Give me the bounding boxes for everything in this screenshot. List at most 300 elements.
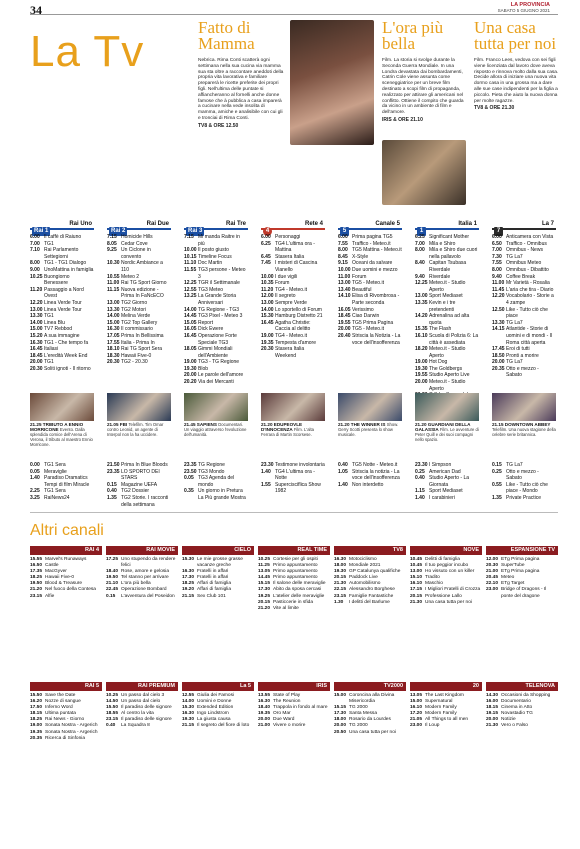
program-title: Vivere o morire: [273, 723, 306, 729]
program-title: Non interdetto: [352, 481, 384, 488]
program-title: Stasera Italia: [275, 253, 305, 260]
program-row: [184, 293, 248, 306]
channel-name: Rai Uno: [69, 221, 92, 227]
program-row: [30, 307, 94, 314]
program-title: Primo appuntamento: [273, 575, 318, 581]
program-row: [107, 241, 171, 248]
program-title: ETg Prima pagina: [501, 557, 540, 562]
program-title: The Flash: [429, 326, 452, 333]
rai2-logo-icon: Rai 2: [111, 228, 126, 234]
program-time: 20.30: [107, 359, 120, 366]
program-title: TG La7: [506, 319, 523, 326]
altri-channel-header: 20: [410, 682, 482, 691]
program-time: 15.30: [182, 705, 195, 711]
program-row: [261, 469, 325, 482]
program-time: 0.25: [492, 468, 502, 475]
feature-title: Una casa tutta per noi: [474, 18, 557, 53]
program-title: TG1 Sera: [44, 462, 66, 468]
program-title: Hawaii Five-0: [45, 575, 75, 581]
program-time: 18.05: [184, 346, 197, 353]
program-row: [492, 267, 556, 274]
program-row: [184, 346, 248, 359]
channel-schedule: [107, 234, 171, 390]
program-time: 13.00: [410, 569, 423, 575]
program-time: 8.00: [338, 247, 348, 254]
altri-channel-block: [334, 682, 406, 842]
program-row: [30, 488, 94, 495]
altri-channel-header: NOVE: [410, 546, 482, 555]
program-row: [107, 274, 171, 281]
program-row: [261, 462, 325, 469]
program-row: [415, 313, 479, 326]
prime-time-text: Documentari. Un viaggio attraverso l'evoluzione dell'umanità.: [184, 422, 247, 437]
program-time: 7.55: [338, 240, 348, 247]
program-row: [492, 260, 556, 267]
program-title: State of Play: [273, 693, 301, 698]
program-time: 15.00: [30, 326, 43, 333]
program-title: TG5 - Meteo.it: [352, 280, 384, 287]
program-time: 18.50: [492, 352, 505, 359]
program-time: 14.45: [258, 575, 271, 581]
program-title: Sport Mediaset: [429, 488, 463, 495]
program-title: Tempi di film Miracle: [44, 481, 90, 488]
program-title: Rose, amore e gelosia: [121, 569, 169, 575]
prime-time-description: [30, 422, 94, 447]
program-time: [30, 482, 44, 489]
program-title: Ultima puntata: [45, 711, 76, 717]
program-time: 1.40: [261, 468, 271, 475]
altri-channel-block: [30, 682, 102, 842]
altri-channel-block: [106, 546, 178, 678]
program-title: TG2 Storie. I racconti della settimana: [121, 494, 169, 508]
program-time: 0.25: [415, 468, 425, 475]
program-time: 0.15: [106, 593, 116, 599]
program-time: 15.05: [184, 319, 197, 326]
prime-time-title: 21.15 DOWNTOWN ABBEY: [492, 422, 551, 427]
late-night-schedule: [30, 462, 94, 508]
program-title: Testimone involontaria: [275, 462, 325, 468]
program-row: [486, 587, 558, 599]
program-time: 15.30: [182, 557, 195, 562]
program-title: SuperTube: [501, 563, 525, 569]
program-title: UnoMattina in famiglia: [44, 266, 94, 273]
program-time: 16.30: [107, 326, 120, 333]
program-time: 19.35: [261, 339, 274, 346]
program-time: 10.45: [410, 563, 423, 569]
program-title: Linea Blu: [44, 319, 65, 326]
late-night-schedule: [415, 462, 479, 508]
program-time: 23.35: [107, 468, 120, 475]
program-title: RaiNews24: [44, 494, 70, 501]
program-time: 17.30: [334, 711, 347, 717]
program-title: TGR il Settimanale: [198, 280, 240, 287]
program-row: [415, 462, 479, 469]
program-time: 7.55: [492, 260, 502, 267]
program-time: 20.00: [415, 379, 428, 386]
program-time: 11.00: [107, 280, 120, 287]
altri-canali-title: [30, 522, 104, 540]
program-row: [184, 247, 248, 254]
program-title: Forum: [275, 280, 290, 287]
program-time: 11.00: [338, 273, 351, 280]
program-title: Modern Family: [425, 711, 457, 717]
program-time: [184, 495, 198, 502]
program-title: Tel stanno per arrivare: [121, 575, 169, 581]
program-row: [261, 287, 325, 294]
program-title: Marvel's Runaways: [45, 557, 87, 562]
altri-channel-header: ESPANSIONE TV: [486, 546, 558, 555]
program-title: Italiasi: [44, 346, 59, 353]
program-row: [30, 359, 94, 366]
program-row: [492, 234, 556, 241]
program-time: 20.30: [30, 365, 43, 372]
program-time: 13.30: [492, 319, 505, 326]
program-title: Oro Mar: [273, 711, 291, 717]
program-row: [184, 260, 248, 267]
program-title: Significant Mother: [429, 234, 470, 240]
program-time: 3.25: [30, 494, 40, 501]
altri-channel-header: TV8: [334, 546, 406, 555]
program-row: [261, 482, 325, 495]
program-title: TG5 - Meteo.it: [352, 326, 384, 333]
program-row: [492, 287, 556, 294]
program-time: 14.00: [261, 306, 274, 313]
program-time: 13.05: [258, 569, 271, 575]
program-row: [415, 469, 479, 476]
program-time: 6.00: [338, 234, 348, 240]
program-row: [415, 274, 479, 281]
program-row: [338, 274, 402, 281]
program-time: 14.20: [415, 313, 428, 320]
program-row: [334, 600, 406, 606]
program-time: 21.00: [258, 723, 271, 729]
program-time: 18.15: [486, 705, 499, 711]
program-title: Una casa tutta per noi: [349, 729, 396, 735]
program-time: 1.40: [30, 475, 40, 482]
program-time: 12.55: [184, 286, 197, 293]
program-title: Verissimo: [352, 306, 374, 313]
program-time: 19.30: [334, 569, 347, 575]
program-title: Blood & Treasure: [45, 581, 83, 587]
program-title: Beautiful: [352, 286, 372, 293]
program-title: Occasioni da Shopping: [501, 693, 551, 698]
program-time: 20.30: [486, 563, 499, 569]
program-title: Rai TG Sport Sera: [121, 346, 163, 353]
prime-time-photo: [261, 393, 325, 421]
program-title: GP Catalunya qualifiche: [349, 569, 401, 575]
program-title: The Last Kingdom: [425, 693, 464, 698]
program-title: Un passo dal cielo: [121, 699, 161, 705]
program-title: Una casa tutta per noi: [425, 599, 472, 605]
program-time: 23.30: [261, 462, 274, 468]
program-title: L'atelier delle meraviglie: [273, 593, 325, 599]
program-time: 16.30: [258, 699, 271, 705]
program-title: Nuova edizione - Prima In FaNcECO: [121, 286, 164, 300]
program-title: Castle: [45, 563, 59, 569]
program-row: [261, 234, 325, 241]
program-time: 20.15: [258, 599, 271, 605]
program-time: 21.05: [410, 717, 423, 723]
program-time: 20.35: [492, 365, 505, 372]
program-row: [492, 280, 556, 287]
program-time: 16.30: [182, 711, 195, 717]
program-title: Prima In Blue Bloods: [121, 462, 168, 468]
program-title: TG1: [44, 313, 54, 320]
program-time: 16.05: [338, 306, 351, 313]
program-title: Abito da sposa cercasi: [273, 587, 322, 593]
program-row: [184, 359, 248, 366]
feature-channel: TV8 & ORE 21.30: [474, 105, 515, 112]
program-time: 17.05: [107, 332, 120, 339]
program-title: Modern Family: [425, 705, 457, 711]
channel-schedule: [261, 234, 325, 390]
channel-schedule: [30, 234, 94, 390]
program-time: 19.00: [415, 359, 428, 366]
section-title: La Tv: [30, 27, 145, 76]
program-row: [30, 313, 94, 320]
program-title: I misteri di Cascina Vianello: [275, 260, 318, 273]
program-time: 19.00: [30, 723, 43, 729]
page-number: 34: [30, 3, 42, 17]
program-title: Report: [198, 319, 214, 326]
program-time: 19.55: [338, 319, 351, 326]
program-time: 9.00: [30, 266, 40, 273]
program-row: [415, 247, 479, 260]
program-title: TG5 Mattina - Meteo.it: [352, 247, 402, 254]
program-time: 23.35: [184, 462, 197, 468]
program-title: Delitti di famiglia: [425, 557, 460, 562]
prime-time-photo: [338, 393, 402, 421]
altri-channel-header: RAI MOVIE: [106, 546, 178, 555]
program-time: 17.45: [492, 346, 505, 353]
program-title: Tempesta d'amore: [275, 339, 316, 346]
prime-time-title: 21.20 EDUPEOVLE D'INNOCENZA: [261, 422, 303, 432]
program-title: Cedar Cove: [121, 240, 148, 247]
program-title: Supercisciflica Show 1982: [275, 481, 321, 495]
program-title: Paddock Live: [349, 575, 378, 581]
program-time: 8.00: [492, 266, 502, 273]
prime-time-text: Telefilm. Una nuova stagione della celebre serie britannica.: [492, 427, 556, 437]
program-time: 0.15: [107, 481, 117, 488]
program-row: [107, 326, 171, 333]
program-row: [30, 267, 94, 274]
program-time: 0.40: [107, 488, 117, 495]
program-row: [107, 359, 171, 366]
feature-title: Fatto di Mamma: [198, 18, 255, 53]
program-row: [338, 320, 402, 327]
program-time: 10.25: [106, 693, 119, 698]
program-time: 19.25: [258, 593, 271, 599]
program-time: 18.20: [415, 346, 428, 353]
program-title: La giusta causa: [197, 717, 231, 723]
program-time: 21.20: [30, 587, 43, 593]
program-time: 12.20: [492, 293, 505, 300]
program-time: 23.15: [334, 593, 347, 599]
program-time: 13.00: [107, 299, 120, 306]
prime-time-description: [261, 422, 325, 437]
program-row: [184, 333, 248, 346]
program-time: 18.30: [107, 352, 120, 359]
program-title: Hot Dog: [429, 359, 448, 366]
late-night-schedule: [492, 462, 556, 508]
feature-title: L'ora più bella: [382, 18, 444, 53]
altri-title-light: canali: [62, 522, 104, 539]
program-title: TG Regione: [198, 462, 225, 468]
program-time: 19.50: [30, 581, 43, 587]
program-time: 1.35: [492, 494, 502, 501]
feature-text: Film. La storia si svolge durante la Seconda Guerra Mondiale. In una Londra devastata dai bombardamenti, Catrin Cole viene assunta come sceneggiatrice per un breve film destinato a scopi film di propaganda, realizzato per attirare gli americani nel conflitto. Ottiene il compito che guarda da vicino in un ambiente di film e dell'amore.: [382, 58, 464, 116]
prime-time-text: Film. L'alta Ferrara di Martin Scorsese.: [261, 427, 314, 437]
program-title: Novastadio TG: [501, 711, 533, 717]
program-title: Omnibus - Dibattito: [506, 266, 549, 273]
program-time: 1.40: [415, 494, 425, 501]
program-title: Personaggi: [275, 234, 301, 240]
program-time: 19.50: [106, 575, 119, 581]
program-time: 7.30: [492, 253, 502, 260]
program-row: [107, 234, 171, 241]
program-row: [338, 234, 402, 241]
la7-logo-icon: 7: [494, 227, 503, 236]
program-time: 6.00: [30, 234, 40, 240]
channel-schedule: [492, 234, 556, 390]
rai3-logo-icon: Rai 3: [188, 228, 203, 234]
program-title: Le parole dell'amore: [198, 372, 244, 379]
program-title: TG3 Meteo: [198, 286, 224, 293]
program-row: [30, 260, 94, 267]
program-title: Italia - Prima In: [121, 339, 155, 346]
program-time: 7.10: [30, 247, 40, 254]
program-time: 13.35: [415, 299, 428, 306]
program-time: 7.15: [184, 234, 194, 240]
program-title: Il Loup: [425, 723, 440, 729]
program-row: [492, 482, 556, 495]
program-title: MacGyver: [45, 569, 67, 575]
program-time: 13.00: [261, 299, 274, 306]
program-title: TG5 Prima Pagina: [352, 319, 394, 326]
program-row: [261, 333, 325, 340]
channel-header-rete4: [261, 219, 325, 234]
program-time: 15.30: [261, 313, 274, 320]
program-title: Uomini e Donne: [197, 699, 232, 705]
program-time: 1.55: [261, 481, 271, 488]
program-row: [261, 320, 325, 333]
program-time: 19.00: [184, 359, 197, 366]
altri-channel-block: [30, 546, 102, 678]
program-title: Adrenalina ad alta quota: [429, 313, 470, 326]
program-title: Studio Aperto - La Giornata: [429, 475, 470, 488]
prime-time-description: [415, 422, 479, 442]
program-title: Ciao Darwin: [352, 313, 380, 320]
program-time: 20.00: [492, 359, 505, 366]
program-time: 13.00: [338, 280, 351, 287]
program-time: 9.40: [415, 273, 425, 280]
program-row: [184, 307, 248, 314]
program-time: 15.35: [415, 326, 428, 333]
prime-time-title: 21.20 GUARDIANI DELLA GALASSIA: [415, 422, 471, 432]
program-title: Il segreto del fiore di loto: [197, 723, 250, 729]
program-time: 10.00: [184, 247, 197, 254]
program-row: [338, 313, 402, 320]
program-title: TG4 L'ultima ora - Mattina: [275, 240, 315, 254]
program-time: 16.10: [410, 581, 423, 587]
program-title: Striscia la Notizia - La voce dell'insofferenza: [352, 332, 401, 346]
program-title: Coffee Break: [506, 273, 536, 280]
program-title: LO SPORTO DEI STARS: [121, 468, 160, 482]
program-time: 12.20: [30, 299, 43, 306]
program-row: [415, 241, 479, 248]
program-time: 17.35: [30, 569, 43, 575]
program-time: 20.15: [334, 575, 347, 581]
program-time: 6.45: [261, 253, 271, 260]
prime-time-text: Telefilm. Tim Omar contro Leonid, un agente di Interpol non la ha uccidere.: [107, 422, 164, 437]
altri-channel-header: La 5: [182, 682, 254, 691]
program-row: [338, 469, 402, 482]
altri-channel-header: TV2000: [334, 682, 406, 691]
italia1-logo-icon: 1: [417, 227, 426, 236]
program-row: [30, 366, 94, 373]
program-time: 8.05: [107, 240, 117, 247]
program-row: [184, 320, 248, 327]
program-row: [107, 313, 171, 320]
altri-channel-header: IRIS: [258, 682, 330, 691]
program-row: [338, 307, 402, 314]
program-row: [107, 280, 171, 287]
program-time: 20.00: [334, 723, 347, 729]
program-time: 19.30: [184, 365, 197, 372]
program-time: 14.45: [184, 313, 197, 320]
program-row: [492, 359, 556, 366]
program-title: Cinema in Atto: [501, 705, 533, 711]
program-title: Like - Tutto ciò che piace: [506, 306, 548, 320]
program-row: [30, 247, 94, 260]
program-row: [107, 287, 171, 300]
program-time: 16.30: [182, 569, 195, 575]
program-row: [492, 320, 556, 327]
program-title: Vite al limite: [273, 605, 299, 611]
program-time: 21.15: [182, 723, 195, 729]
altri-channel-header: RAI 4: [30, 546, 102, 555]
feature-3: [474, 20, 560, 112]
program-row: [492, 469, 556, 482]
program-time: 19.20: [182, 587, 195, 593]
program-row: [184, 326, 248, 333]
program-title: Nel fuoco della Contesa: [45, 587, 96, 593]
rete4-logo-icon: 4: [263, 227, 272, 236]
program-time: 16.50: [30, 563, 43, 569]
program-title: Cortesie per gli ospiti: [273, 557, 318, 562]
program-row: [184, 366, 248, 373]
program-title: Meteo.it - Studio Aperto: [429, 379, 466, 392]
program-time: 17.30: [182, 575, 195, 581]
program-row: [30, 495, 94, 502]
program-time: 18.00: [334, 563, 347, 569]
program-title: Coroncina alla Divina Misericordia: [349, 693, 395, 705]
program-time: 0.05: [184, 475, 194, 482]
program-time: 0.15: [492, 462, 502, 468]
program-time: 21.00: [486, 569, 499, 575]
program-row: [486, 723, 558, 729]
program-title: Maschio: [425, 581, 443, 587]
program-title: Il segreto: [275, 293, 296, 300]
program-row: [182, 557, 254, 569]
prime-time-photo: [492, 393, 556, 421]
program-row: [410, 723, 482, 729]
program-time: 7.45: [261, 260, 271, 267]
header-rule: [30, 14, 558, 15]
program-title: La Grande Storia Anniversari: [198, 293, 237, 306]
program-time: 6.25: [415, 234, 425, 240]
program-time: 18.55: [106, 711, 119, 717]
